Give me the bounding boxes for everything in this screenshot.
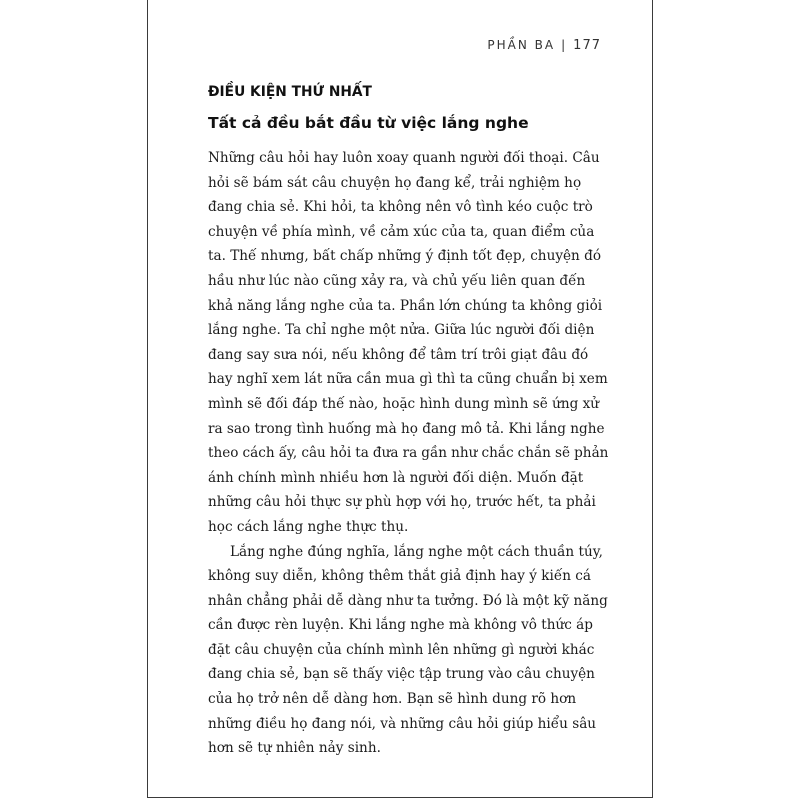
paragraph-1 bbox=[208, 146, 608, 540]
paragraph-2 bbox=[208, 540, 608, 761]
text-line: lắng nghe. Ta chỉ nghe một nửa. Giữa lúc người đối diện bbox=[208, 322, 595, 339]
text-line: của họ trở nên dễ dàng hơn. Bạn sẽ hình dung rõ hơn bbox=[208, 691, 577, 708]
text-line: hay nghĩ xem lát nữa cần mua gì thì ta cũng chuẩn bị xem bbox=[208, 371, 608, 388]
text-line: những điều họ đang nói, và những câu hỏi giúp hiểu sâu bbox=[208, 715, 597, 732]
text-line: ta. Thế nhưng, bất chấp những ý định tốt đẹp, chuyện đó bbox=[208, 248, 602, 265]
text-line: học cách lắng nghe thực thụ. bbox=[208, 518, 409, 535]
section-title: Tất cả đều bắt đầu từ việc lắng nghe bbox=[208, 114, 529, 132]
text-line: cần được rèn luyện. Khi lắng nghe mà không vô thức áp bbox=[208, 617, 593, 634]
text-line: hầu như lúc nào cũng xảy ra, và chủ yếu liên quan đến bbox=[208, 272, 586, 289]
chapter-title: ĐIỀU KIỆN THỨ NHẤT bbox=[208, 84, 372, 100]
text-line: đang chia sẻ, bạn sẽ thấy việc tập trung vào câu chuyện bbox=[208, 666, 595, 683]
text-line: Những câu hỏi hay luôn xoay quanh người đối thoại. Câu bbox=[208, 150, 600, 166]
text-line: những câu hỏi thực sự phù hợp với họ, trước hết, ta phải bbox=[208, 494, 596, 511]
text-line: không suy diễn, không thêm thắt giả định hay ý kiến cá bbox=[208, 568, 591, 585]
text-line: hỏi sẽ bám sát câu chuyện họ đang kể, trải nghiệm họ bbox=[208, 174, 582, 191]
text-line: ra sao trong tình huống mà họ đang mô tả. Khi lắng nghe bbox=[208, 420, 605, 437]
text-line: đặt câu chuyện của chính mình lên những gì người khác bbox=[208, 641, 595, 658]
text-line: nhân chẳng phải dễ dàng như ta tưởng. Đó là một kỹ năng bbox=[208, 592, 608, 609]
page-number: 177 bbox=[573, 38, 601, 53]
text-line: chuyện về phía mình, về cảm xúc của ta, quan điểm của bbox=[208, 223, 595, 240]
text-line: hơn sẽ tự nhiên nảy sinh. bbox=[208, 740, 381, 757]
text-line: khả năng lắng nghe của ta. Phần lớn chúng ta không giỏi bbox=[208, 297, 603, 314]
part-label: PHẦN BA bbox=[487, 38, 556, 52]
running-header bbox=[487, 38, 601, 53]
text-line: đang say sưa nói, nếu không để tâm trí trôi giạt đâu đó bbox=[208, 346, 589, 363]
body-text bbox=[208, 146, 608, 761]
text-line: mình sẽ đối đáp thế nào, hoặc hình dung mình sẽ ứng xử bbox=[208, 395, 600, 412]
text-line: ánh chính mình nhiều hơn là người đối diện. Muốn đặt bbox=[208, 469, 584, 486]
text-line: Lắng nghe đúng nghĩa, lắng nghe một cách thuần túy, bbox=[230, 543, 603, 560]
header-separator: | bbox=[561, 38, 566, 52]
book-page bbox=[147, 0, 653, 798]
text-line: theo cách ấy, câu hỏi ta đưa ra gần như chắc chắn sẽ phản bbox=[208, 445, 609, 462]
text-line: đang chia sẻ. Khi hỏi, ta không nên vô tình kéo cuộc trò bbox=[208, 199, 593, 216]
